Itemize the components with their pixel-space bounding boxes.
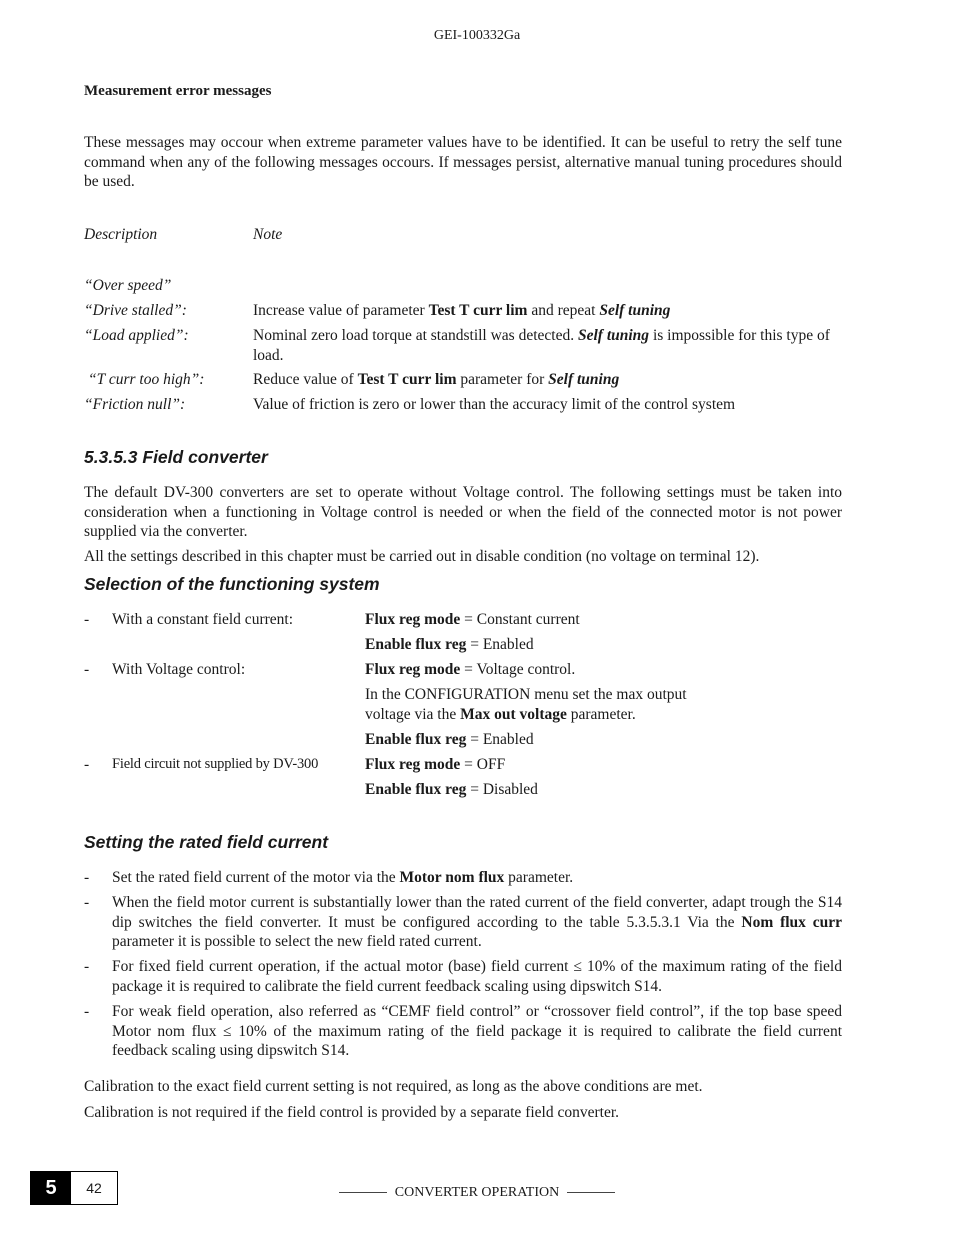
selection-setting: Enable flux reg = Disabled xyxy=(365,781,538,798)
list-dash: - xyxy=(84,894,90,911)
selection-heading: Selection of the functioning system xyxy=(84,574,380,594)
page-number: 42 xyxy=(86,1180,102,1196)
field-converter-note: All the settings described in this chapter must be carried out in disable condition (no voltage on terminal 12). xyxy=(84,548,760,565)
message-desc: “Drive stalled”: xyxy=(84,302,187,319)
message-desc: “Over speed” xyxy=(84,277,172,294)
list-dash: - xyxy=(84,958,90,975)
measurement-error-heading: Measurement error messages xyxy=(84,83,272,99)
list-dash: - xyxy=(84,611,90,628)
selection-setting: Enable flux reg = Enabled xyxy=(365,731,534,748)
selection-config-note: In the CONFIGURATION menu set the max output voltage via the Max out voltage parameter. xyxy=(365,686,687,723)
list-item: When the field motor current is substantially lower than the rated current of the field converter, adapt trough the S14 dip switches the field converter. It must be configured according to the table 5.3.5.3.1 Via the Nom flux curr parameter it is possible to select the new field rated current. xyxy=(112,894,842,950)
message-desc: “Friction null”: xyxy=(84,396,186,413)
message-note: Nominal zero load torque at standstill was detected. Self tuning is impossible for this type of load. xyxy=(253,327,830,364)
selection-setting: Flux reg mode = Voltage control. xyxy=(365,661,576,678)
footer-rule-left xyxy=(339,1192,387,1193)
list-dash: - xyxy=(84,756,90,773)
list-item: For weak field operation, also referred as “CEMF field control” or “crossover field control”, if the top base speed Motor nom flux ≤ 10% of the maximum rating of the field package it is required to calibrate the field current feedback scaling using dipswitch S14. xyxy=(112,1003,842,1059)
list-dash: - xyxy=(84,1003,90,1020)
selection-row-label: With Voltage control: xyxy=(112,661,246,678)
field-converter-heading: 5.3.5.3 Field converter xyxy=(84,447,268,467)
list-dash: - xyxy=(84,661,90,678)
selection-row-label: With a constant field current: xyxy=(112,611,294,628)
selection-row-label: Field circuit not supplied by DV-300 xyxy=(112,756,319,772)
table-header-note: Note xyxy=(253,226,283,243)
message-desc: “T curr too high”: xyxy=(88,371,205,388)
measurement-intro-paragraph: These messages may occour when extreme parameter values have to be identified. It can be useful to retry the self tune command when any of the following messages occours. If messages persist, alternative manual tuning procedures should be used. xyxy=(84,134,842,190)
message-note: Reduce value of Test T curr lim parameter for Self tuning xyxy=(253,371,620,388)
list-item: Set the rated field current of the motor via the Motor nom flux parameter. xyxy=(112,869,574,886)
closing-paragraph: Calibration to the exact field current setting is not required, as long as the above conditions are met. xyxy=(84,1078,703,1095)
selection-setting: Flux reg mode = OFF xyxy=(365,756,506,773)
footer-rule-right xyxy=(567,1192,615,1193)
message-desc: “Load applied”: xyxy=(84,327,189,344)
document-id: GEI-100332Ga xyxy=(433,28,521,43)
rated-field-heading: Setting the rated field current xyxy=(84,832,329,852)
message-note: Increase value of parameter Test T curr lim and repeat Self tuning xyxy=(253,302,671,319)
closing-paragraph: Calibration is not required if the field control is provided by a separate field converter. xyxy=(84,1104,620,1121)
footer xyxy=(0,1183,954,1203)
list-dash: - xyxy=(84,869,90,886)
selection-setting: Flux reg mode = Constant current xyxy=(365,611,580,628)
list-item: For fixed field current operation, if the actual motor (base) field current ≤ 10% of the maximum rating of the field package it is required to calibrate the field current feedback scaling using dipswitch S14. xyxy=(112,958,842,995)
table-header-description: Description xyxy=(84,226,158,243)
chapter-number: 5 xyxy=(31,1172,71,1204)
selection-setting: Enable flux reg = Enabled xyxy=(365,636,534,653)
message-note: Value of friction is zero or lower than the accuracy limit of the control system xyxy=(253,396,736,413)
field-converter-paragraph: The default DV-300 converters are set to operate without Voltage control. The following settings must be taken into consideration when a functioning in Voltage control is needed or when the field of the connected motor is not power supplied via the converter. xyxy=(84,484,842,540)
footer-title: CONVERTER OPERATION xyxy=(394,1185,560,1200)
